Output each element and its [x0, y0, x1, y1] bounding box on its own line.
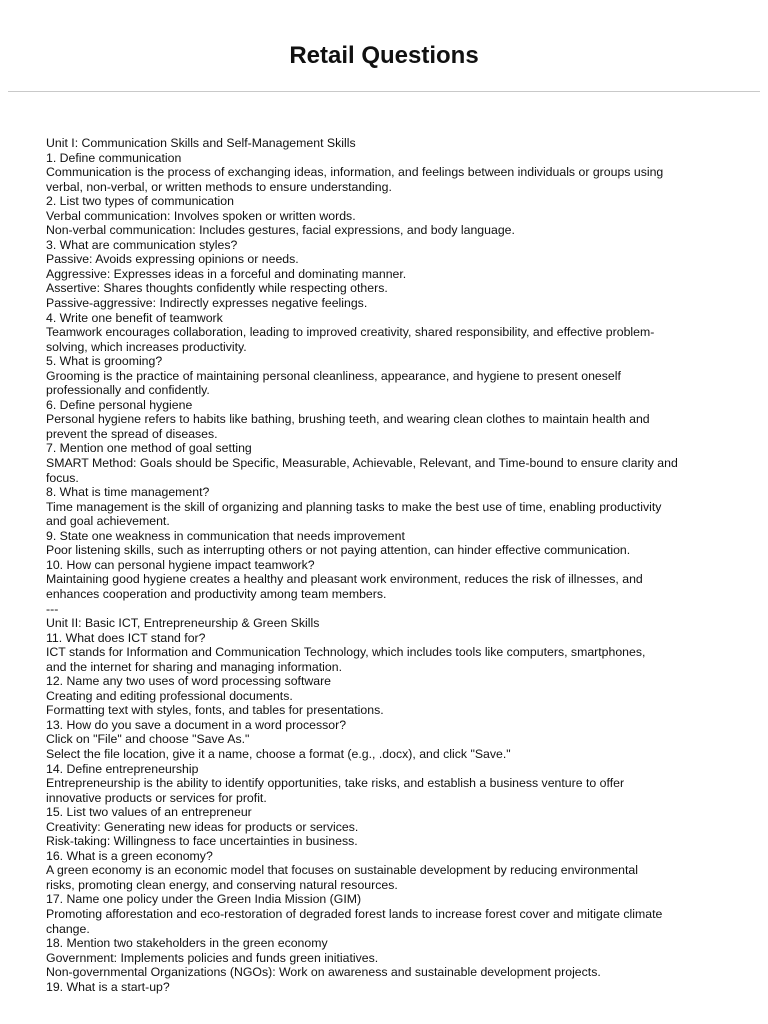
- text-line: Teamwork encourages collaboration, leading to improved creativity, shared responsibility, and effective problem-: [46, 325, 655, 340]
- text-line: and the internet for sharing and managing information.: [46, 659, 342, 674]
- text-line: ICT stands for Information and Communication Technology, which includes tools like computers, smartphones,: [46, 645, 646, 660]
- text-line: 3. What are communication styles?: [46, 237, 238, 252]
- text-line: Select the file location, give it a name, choose a format (e.g., .docx), and click "Save.": [46, 746, 511, 761]
- text-line: 14. Define entrepreneurship: [46, 761, 199, 776]
- text-line: 11. What does ICT stand for?: [46, 630, 206, 645]
- text-line: Non-verbal communication: Includes gestures, facial expressions, and body language.: [46, 223, 515, 238]
- text-line: 10. How can personal hygiene impact teamwork?: [46, 557, 315, 572]
- document-title: Retail Questions: [289, 42, 479, 69]
- text-line: Grooming is the practice of maintaining personal cleanliness, appearance, and hygiene to present oneself: [46, 368, 621, 383]
- text-line: Creativity: Generating new ideas for products or services.: [46, 819, 359, 834]
- text-line: Click on "File" and choose "Save As.": [46, 732, 250, 747]
- text-line: 12. Name any two uses of word processing software: [46, 674, 332, 689]
- text-line: 18. Mention two stakeholders in the green economy: [46, 936, 328, 951]
- text-line: Government: Implements policies and funds green initiatives.: [46, 950, 379, 965]
- text-line: Maintaining good hygiene creates a healthy and pleasant work environment, reduces the risk of illnesses, and: [46, 572, 643, 587]
- text-line: and goal achievement.: [46, 514, 170, 529]
- text-line: change.: [46, 921, 90, 936]
- text-line: 1. Define communication: [46, 150, 182, 165]
- text-line: SMART Method: Goals should be Specific, Measurable, Achievable, Relevant, and Time-bound to ensure clarity and: [46, 456, 678, 471]
- text-line: 8. What is time management?: [46, 485, 210, 500]
- text-line: Unit II: Basic ICT, Entrepreneurship & Green Skills: [46, 616, 320, 631]
- text-line: Unit I: Communication Skills and Self-Management Skills: [46, 136, 356, 150]
- text-line: 19. What is a start-up?: [46, 979, 170, 994]
- text-line: 6. Define personal hygiene: [46, 397, 193, 412]
- text-line: 9. State one weakness in communication that needs improvement: [46, 528, 405, 543]
- text-line: prevent the spread of diseases.: [46, 426, 218, 441]
- text-line: Time management is the skill of organizing and planning tasks to make the best use of time, enabling productivity: [46, 499, 662, 514]
- text-line: Formatting text with styles, fonts, and tables for presentations.: [46, 703, 384, 718]
- text-line: 13. How do you save a document in a word processor?: [46, 717, 347, 732]
- text-line: focus.: [46, 470, 79, 485]
- text-line: solving, which increases productivity.: [46, 339, 247, 354]
- text-line: Personal hygiene refers to habits like bathing, brushing teeth, and wearing clean clothes to maintain health and: [46, 412, 650, 427]
- text-line: risks, promoting clean energy, and conserving natural resources.: [46, 877, 398, 892]
- text-line: 15. List two values of an entrepreneur: [46, 805, 252, 820]
- text-line: 16. What is a green economy?: [46, 848, 213, 863]
- document-body: [46, 136, 732, 994]
- text-line: Passive: Avoids expressing opinions or needs.: [46, 252, 299, 267]
- text-line: innovative products or services for profit.: [46, 790, 267, 805]
- text-line: Poor listening skills, such as interrupting others or not paying attention, can hinder effective communication.: [46, 543, 631, 558]
- text-line: 17. Name one policy under the Green India Mission (GIM): [46, 892, 362, 907]
- text-line: verbal, non-verbal, or written methods to ensure understanding.: [46, 179, 392, 194]
- text-line: 7. Mention one method of goal setting: [46, 441, 252, 456]
- text-line: professionally and confidently.: [46, 383, 210, 398]
- text-line: Entrepreneurship is the ability to identify opportunities, take risks, and establish a business venture to offer: [46, 776, 625, 791]
- text-line: Promoting afforestation and eco-restoration of degraded forest lands to increase forest cover and mitigate climate: [46, 906, 663, 921]
- text-line: Passive-aggressive: Indirectly expresses negative feelings.: [46, 296, 368, 311]
- title-divider: [8, 91, 760, 92]
- text-line: A green economy is an economic model that focuses on sustainable development by reducing environmental: [46, 863, 638, 878]
- text-line: Risk-taking: Willingness to face uncertainties in business.: [46, 834, 358, 849]
- text-line: enhances cooperation and productivity among team members.: [46, 586, 387, 601]
- text-line: 2. List two types of communication: [46, 194, 234, 209]
- text-line: Aggressive: Expresses ideas in a forceful and dominating manner.: [46, 266, 407, 281]
- document-header: [0, 0, 768, 92]
- text-line: Non-governmental Organizations (NGOs): Work on awareness and sustainable development projects.: [46, 965, 601, 980]
- text-line: Communication is the process of exchanging ideas, information, and feelings between individuals or groups using: [46, 165, 664, 180]
- text-line: 5. What is grooming?: [46, 354, 163, 369]
- text-line: ---: [46, 601, 59, 616]
- text-line: Creating and editing professional documents.: [46, 688, 293, 703]
- text-line: Verbal communication: Involves spoken or written words.: [46, 208, 356, 223]
- text-line: 4. Write one benefit of teamwork: [46, 310, 223, 325]
- text-line: Assertive: Shares thoughts confidently while respecting others.: [46, 281, 388, 296]
